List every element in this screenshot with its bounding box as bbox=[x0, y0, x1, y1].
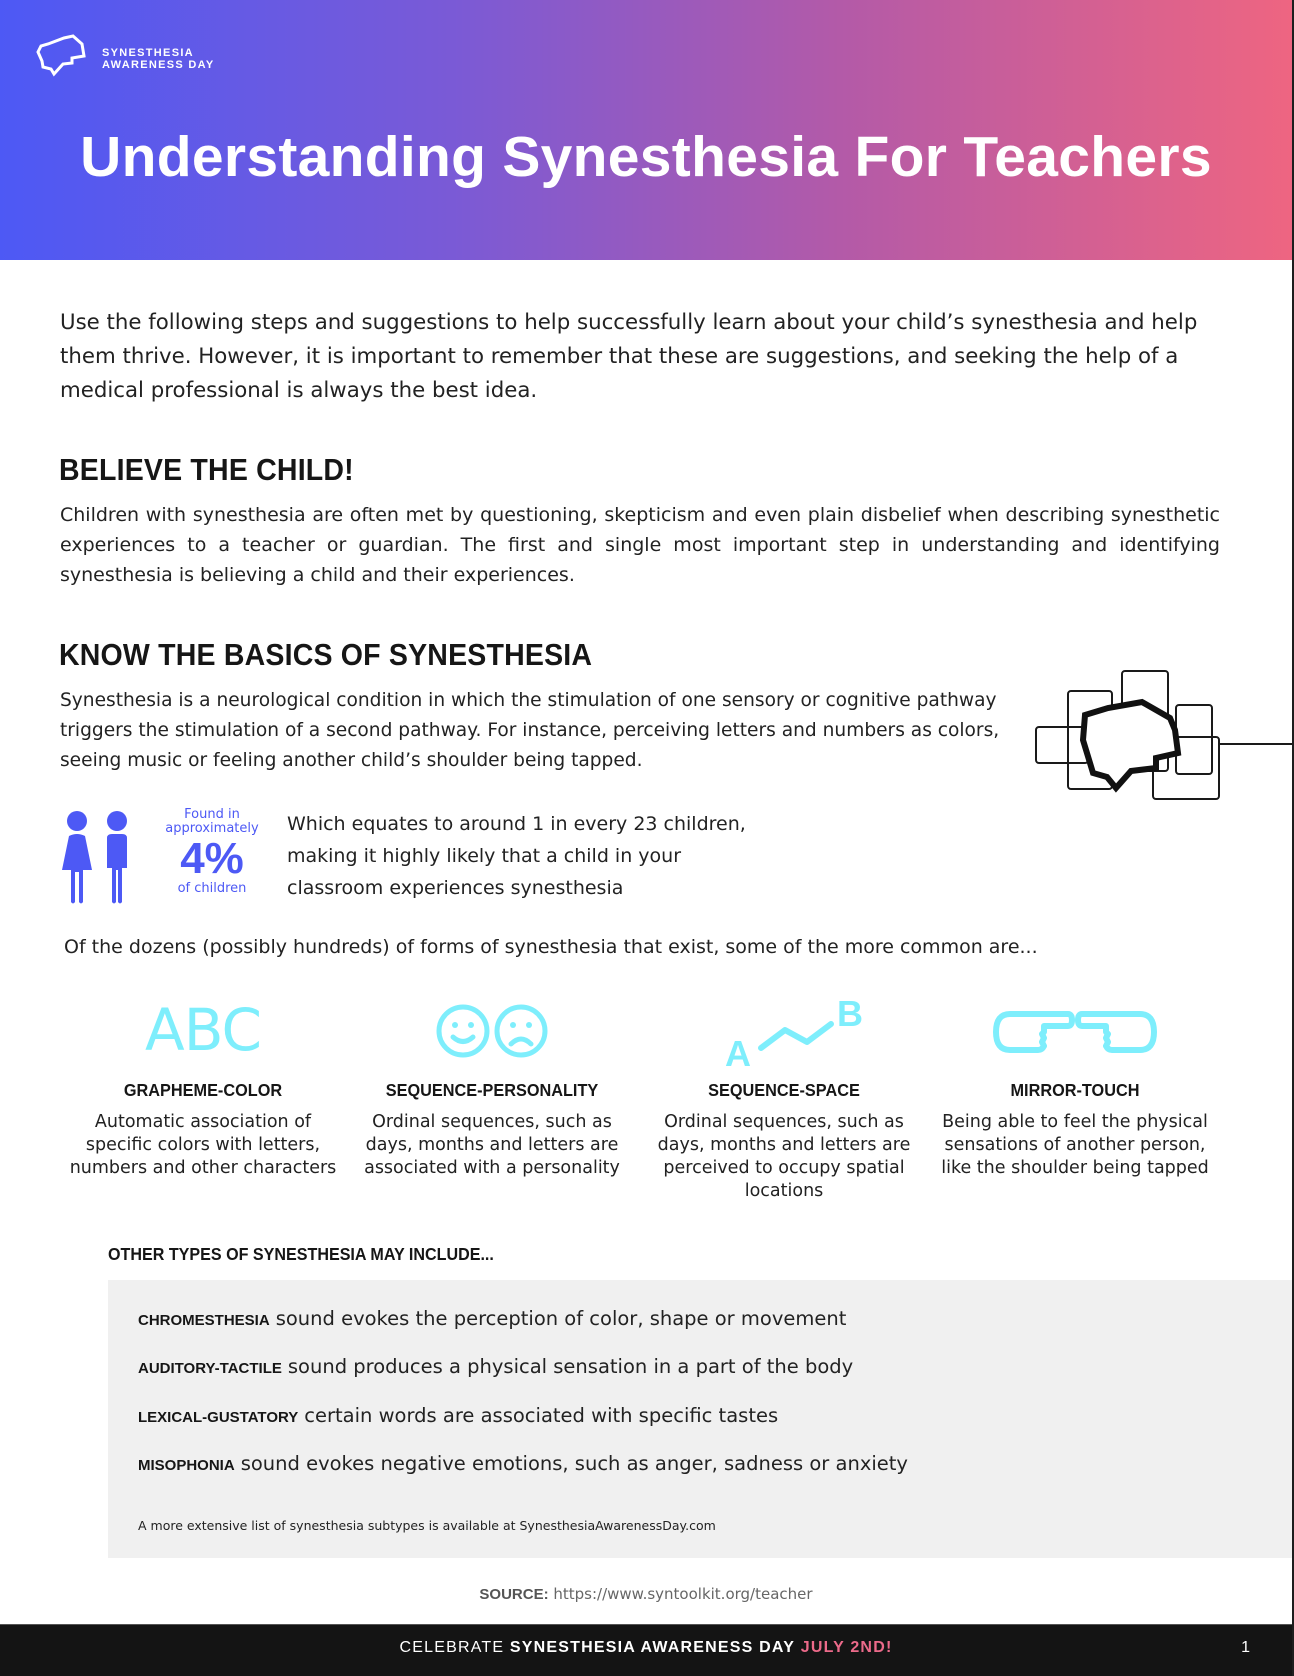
happy-sad-faces-icon bbox=[357, 990, 627, 1070]
form-title: GRAPHEME-COLOR bbox=[123, 1080, 283, 1100]
form-desc: Ordinal sequences, such as days, months and letters are perceived to occupy spatial locations bbox=[657, 1112, 911, 1201]
source-line bbox=[0, 1585, 1292, 1603]
item-desc: sound evokes the perception of color, shape or movement bbox=[275, 1307, 847, 1330]
heading-know-the-basics: KNOW THE BASICS OF SYNESTHESIA bbox=[59, 637, 593, 672]
a-to-b-svg bbox=[709, 990, 863, 1074]
form-desc: Automatic association of specific colors with letters, numbers and other characters bbox=[69, 1112, 337, 1178]
a-to-b-path-icon bbox=[649, 990, 919, 1074]
logo bbox=[36, 32, 214, 86]
letter-b: B bbox=[837, 993, 863, 1034]
synesthesia-head-illustration-icon bbox=[1030, 655, 1292, 795]
heading-believe-the-child: BELIEVE THE CHILD! bbox=[59, 452, 354, 487]
item-desc: sound produces a physical sensation in a part of the body bbox=[287, 1355, 854, 1378]
form-desc: Ordinal sequences, such as days, months and letters are associated with a personality bbox=[364, 1112, 620, 1178]
other-type-item bbox=[138, 1355, 853, 1378]
form-title: MIRROR-TOUCH bbox=[1010, 1080, 1140, 1100]
abc-letters-icon bbox=[68, 990, 338, 1070]
children-icon bbox=[60, 810, 140, 906]
other-types-box bbox=[108, 1280, 1292, 1558]
abc-letters-text: ABC bbox=[145, 996, 261, 1064]
logo-line-2: AWARENESS DAY bbox=[102, 59, 215, 71]
form-sequence-space bbox=[649, 990, 919, 1203]
item-term: MISOPHONIA bbox=[138, 1457, 235, 1474]
form-mirror-touch bbox=[940, 990, 1210, 1180]
item-term: LEXICAL-GUSTATORY bbox=[138, 1409, 299, 1426]
intro-paragraph: Use the following steps and suggestions to help successfully learn about your child’s synesthesia and help them thrive. However, it is important to remember that these are suggestions, and seeking the help of a medical professional is always the best idea. bbox=[60, 310, 1198, 403]
form-sequence-personality bbox=[357, 990, 627, 1180]
other-types-heading: OTHER TYPES OF SYNESTHESIA MAY INCLUDE... bbox=[108, 1244, 494, 1264]
footer-prefix: CELEBRATE bbox=[399, 1639, 505, 1656]
form-desc: Being able to feel the physical sensations of another person, like the shoulder being tapped bbox=[941, 1112, 1209, 1178]
other-type-item bbox=[138, 1404, 778, 1427]
item-desc: sound evokes negative emotions, such as anger, sadness or anxiety bbox=[240, 1452, 908, 1475]
form-title: SEQUENCE-SPACE bbox=[708, 1080, 860, 1100]
common-forms bbox=[0, 990, 1292, 1220]
item-term: CHROMESTHESIA bbox=[138, 1312, 270, 1329]
item-term: AUDITORY-TACTILE bbox=[138, 1360, 282, 1377]
source-url[interactable]: https://www.syntoolkit.org/teacher bbox=[553, 1585, 813, 1603]
faces-svg bbox=[432, 1000, 552, 1060]
other-type-item bbox=[138, 1307, 846, 1330]
stat-label-found-in: Found in bbox=[184, 807, 240, 822]
footer-banner bbox=[0, 1624, 1292, 1676]
stat-box bbox=[156, 808, 268, 896]
logo-line-1: SYNESTHESIA bbox=[102, 47, 194, 59]
item-desc: certain words are associated with specific tastes bbox=[304, 1404, 779, 1427]
footer-event: SYNESTHESIA AWARENESS DAY bbox=[509, 1639, 796, 1656]
footer-date: JULY 2ND! bbox=[800, 1639, 893, 1656]
subtypes-note: A more extensive list of synesthesia subtypes is available at SynesthesiaAwarenessDay.com bbox=[138, 1518, 716, 1533]
letter-a: A bbox=[725, 1033, 751, 1074]
other-type-item bbox=[138, 1452, 908, 1475]
footer-text bbox=[0, 1639, 1292, 1657]
prevalence-stat bbox=[60, 808, 760, 908]
form-title: SEQUENCE-PERSONALITY bbox=[385, 1080, 599, 1100]
stat-label-of-children: of children bbox=[177, 881, 247, 896]
hands-svg bbox=[990, 1000, 1160, 1060]
stat-explanation: Which equates to around 1 in every 23 children, making it highly likely that a child in your classroom experiences synesthesia bbox=[287, 813, 746, 899]
logo-text bbox=[102, 47, 214, 71]
believe-paragraph: Children with synesthesia are often met by questioning, skepticism and even plain disbelief when describing synesthetic experiences to a teacher or guardian. The first and single most important step in understanding and identifying synesthesia is believing a child and their experiences. bbox=[60, 504, 1220, 586]
page-number: 1 bbox=[1241, 1639, 1250, 1656]
stat-value: 4% bbox=[180, 834, 244, 883]
form-grapheme-color bbox=[68, 990, 338, 1180]
stat-label-approximately: approximately bbox=[165, 821, 259, 836]
basics-paragraph: Synesthesia is a neurological condition in which the stimulation of one sensory or cognitive pathway triggers the stimulation of a second pathway. For instance, perceiving letters and numbers as colors, seeing music or feeling another child’s shoulder being tapped. bbox=[60, 690, 1000, 771]
page-title: Understanding Synesthesia For Teachers bbox=[80, 125, 1212, 189]
pointing-hands-icon bbox=[940, 990, 1210, 1070]
header-banner bbox=[0, 0, 1292, 260]
source-label: SOURCE: bbox=[479, 1586, 549, 1603]
forms-intro: Of the dozens (possibly hundreds) of forms of synesthesia that exist, some of the more common are... bbox=[64, 936, 1038, 958]
speech-bubble-head-icon bbox=[36, 32, 98, 86]
